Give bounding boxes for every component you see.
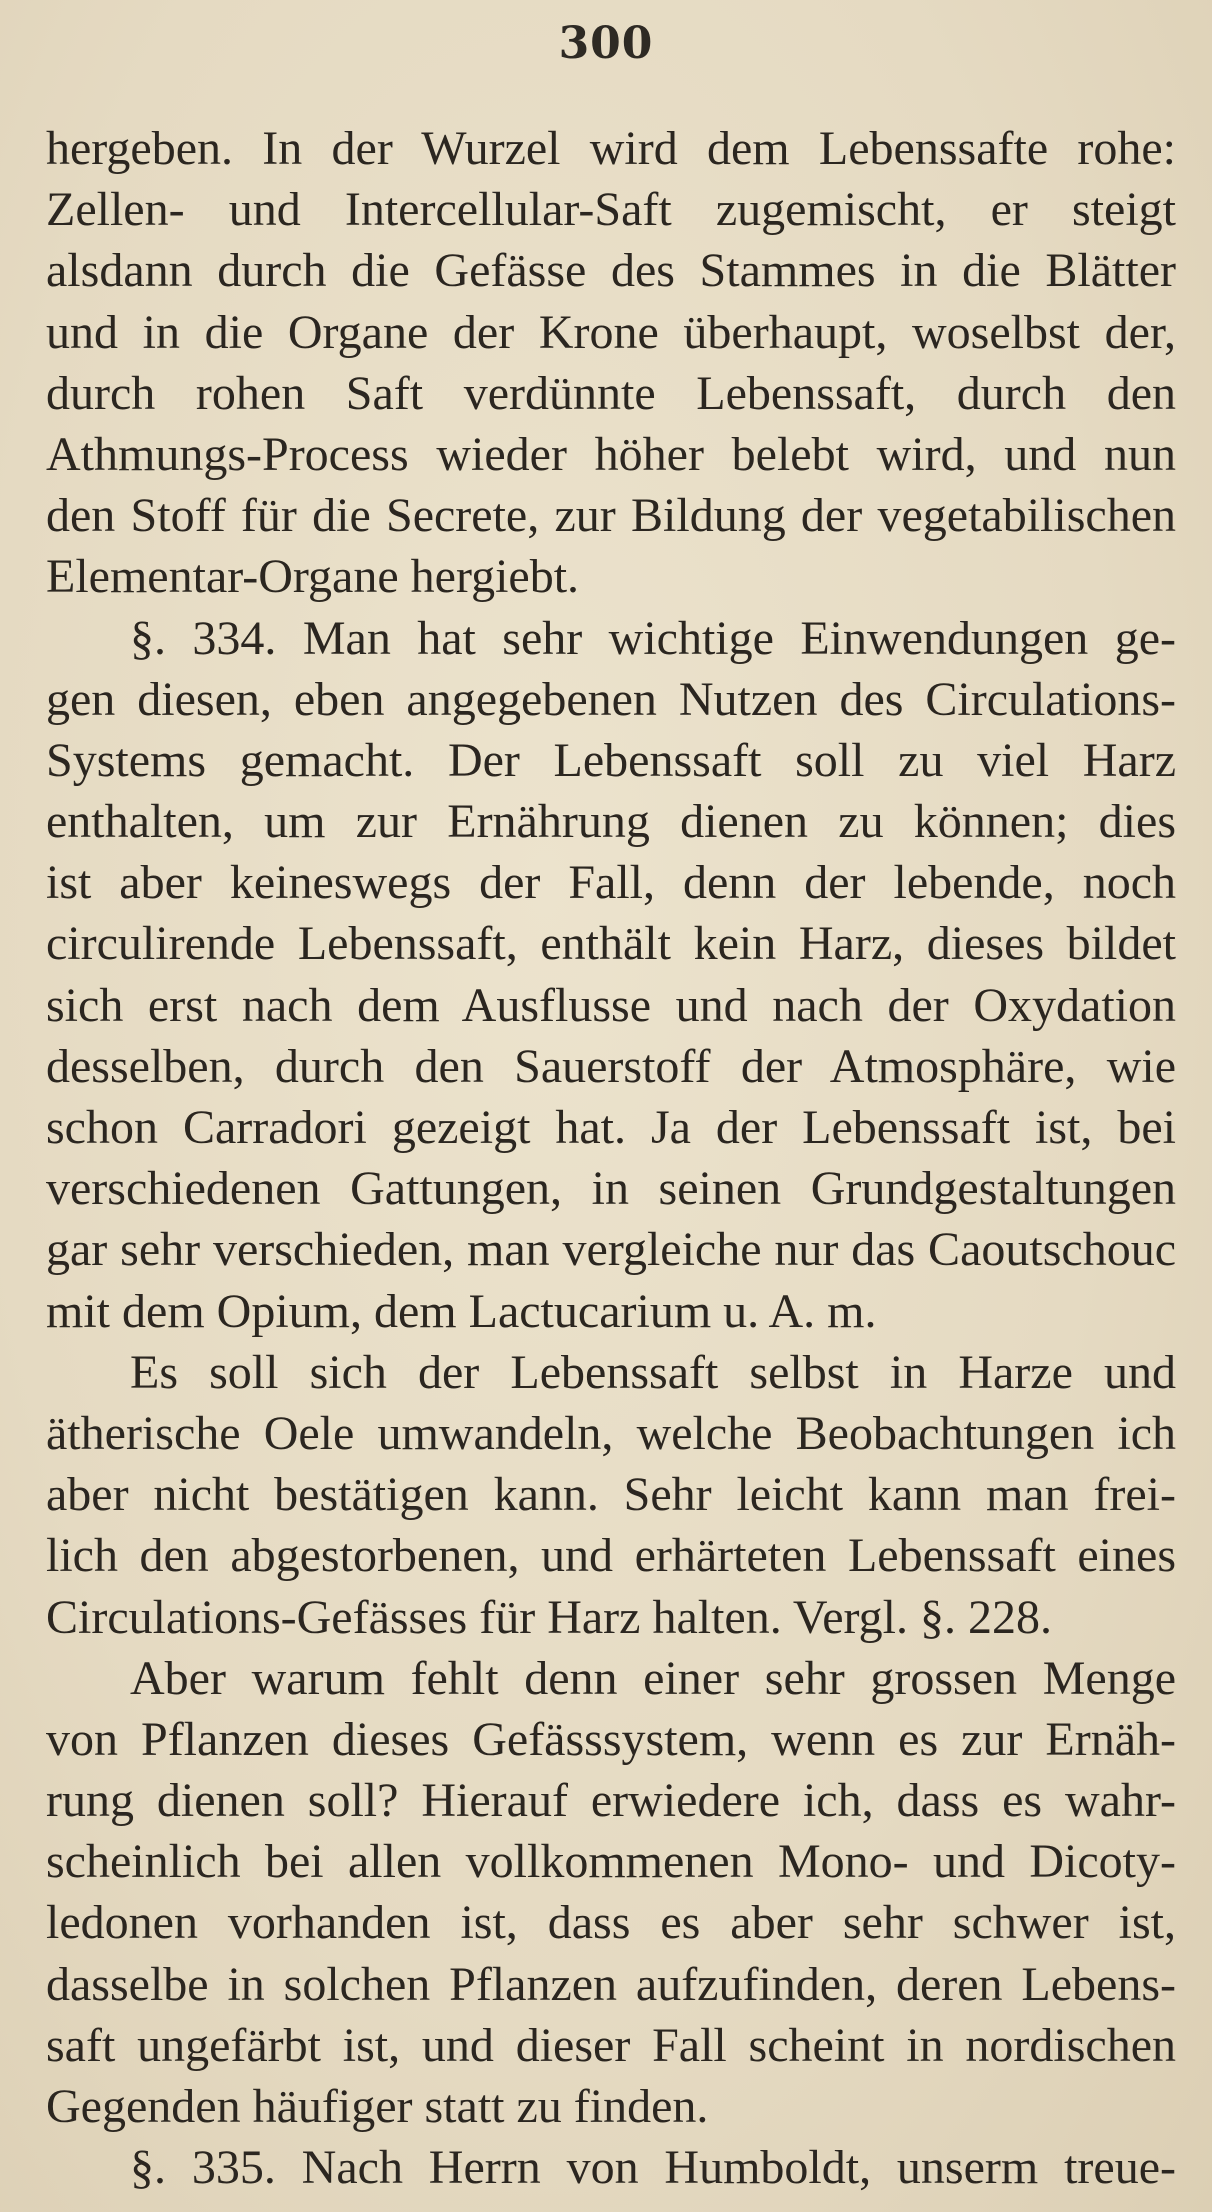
text-line: schon Carradori gezeigt hat. Ja der Lebenssaft ist, bei <box>46 1101 1176 1154</box>
text-line: dasselbe in solchen Pflanzen aufzufinden, deren Lebens- <box>46 1957 1176 2011</box>
text-line: aber nicht bestätigen kann. Sehr leicht kann man frei- <box>46 1468 1176 1522</box>
text-line: enthalten, um zur Ernährung dienen zu können; dies <box>46 795 1176 849</box>
text-line: saft ungefärbt ist, und dieser Fall scheint in nordischen <box>46 2018 1176 2072</box>
text-line: verschiedenen Gattungen, in seinen Grundgestaltungen <box>46 1162 1176 1216</box>
text-line: §. 334. Man hat sehr wichtige Einwendungen ge- <box>130 611 1176 665</box>
text-line: und in die Organe der Krone überhaupt, woselbst der, <box>46 305 1176 359</box>
text-line: ist aber keineswegs der Fall, denn der lebende, noch <box>46 856 1176 910</box>
text-line: alsdann durch die Gefässe des Stammes in die Blätter <box>46 244 1176 298</box>
text-line: gen diesen, eben angegebenen Nutzen des Circulations- <box>46 672 1176 726</box>
text-line: Systems gemacht. Der Lebenssaft soll zu viel Harz <box>46 733 1176 787</box>
page-number: 300 <box>558 18 654 69</box>
text-line: gar sehr verschieden, man vergleiche nur das Caoutschouc <box>46 1223 1176 1277</box>
text-line: scheinlich bei allen vollkommenen Mono- und Dicoty- <box>46 1835 1176 1889</box>
text-line: sich erst nach dem Ausflusse und nach der Oxydation <box>46 978 1176 1032</box>
text-line: Es soll sich der Lebenssaft selbst in Harze und <box>130 1345 1176 1399</box>
text-line: circulirende Lebenssaft, enthält kein Harz, dieses bildet <box>46 917 1176 971</box>
text-line: lich den abgestorbenen, und erhärteten Lebenssaft eines <box>46 1529 1176 1583</box>
text-line: ledonen vorhanden ist, dass es aber sehr schwer ist, <box>46 1896 1176 1950</box>
text-line: Elementar-Organe hergiebt. <box>46 550 580 604</box>
text-line: Gegenden häufiger statt zu finden. <box>46 2080 709 2133</box>
text-line: Aber warum fehlt denn einer sehr grossen Menge <box>130 1651 1176 1705</box>
text-line: den Stoff für die Secrete, zur Bildung der vegetabilischen <box>46 489 1176 543</box>
body-text <box>46 118 1176 2198</box>
text-line: Athmungs-Process wieder höher belebt wird, und nun <box>46 427 1176 481</box>
text-line: mit dem Opium, dem Lactucarium u. A. m. <box>46 1284 877 1338</box>
text-line: von Pflanzen dieses Gefässsystem, wenn es zur Ernäh- <box>46 1712 1176 1766</box>
text-line: rung dienen soll? Hierauf erwiedere ich, dass es wahr- <box>46 1774 1176 1828</box>
text-line: desselben, durch den Sauerstoff der Atmosphäre, wie <box>46 1039 1176 1093</box>
text-line: §. 335. Nach Herrn von Humboldt, unserm treue- <box>130 2141 1176 2195</box>
text-line: durch rohen Saft verdünnte Lebenssaft, durch den <box>46 366 1176 420</box>
text-line: hergeben. In der Wurzel wird dem Lebenssafte rohe: <box>46 122 1176 175</box>
text-line: Circulations-Gefässes für Harz halten. Vergl. §. 228. <box>46 1590 1052 1644</box>
text-line: Zellen- und Intercellular-Saft zugemischt, er steigt <box>46 183 1176 237</box>
text-line: ätherische Oele umwandeln, welche Beobachtungen ich <box>46 1406 1176 1460</box>
